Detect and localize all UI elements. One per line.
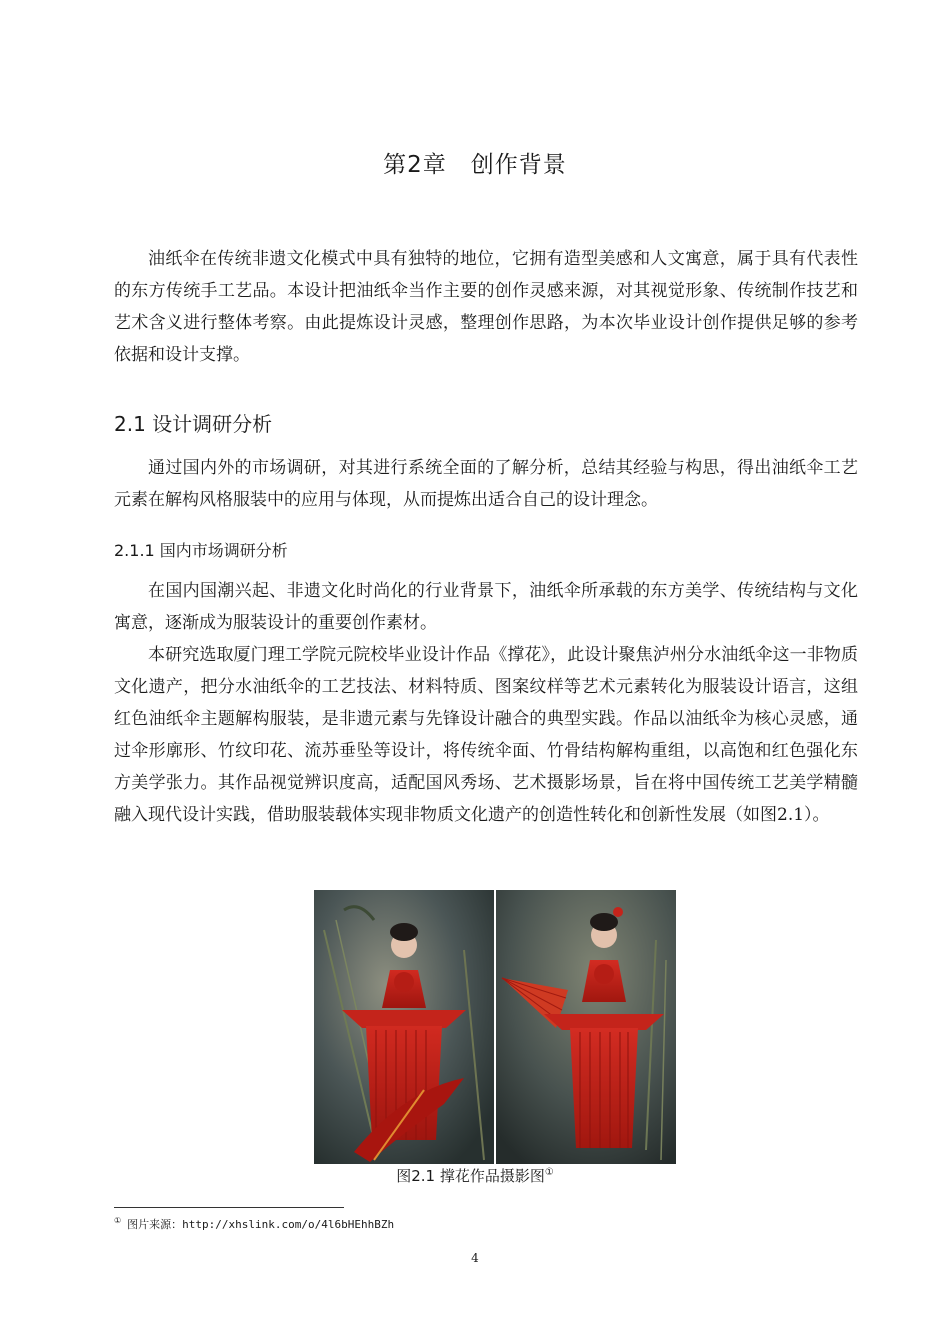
- page-number: 4: [471, 1251, 479, 1265]
- intro-paragraph: 油纸伞在传统非遗文化模式中具有独特的地位，它拥有造型美感和人文寓意，属于具有代表性的东方传统手工艺品。本设计把油纸伞当作主要的创作灵感来源，对其视觉形象、传统制作技艺和艺术含义进行整体考察。由此提炼设计灵感，整理创作思路，为本次毕业设计创作提供足够的参考依据和设计支撑。: [114, 249, 858, 365]
- chapter-title: 第2章 创作背景: [383, 152, 567, 178]
- section-2-1-1-para1: 在国内国潮兴起、非遗文化时尚化的行业背景下，油纸伞所承载的东方美学、传统结构与文化寓意，逐渐成为服装设计的重要创作素材。: [114, 581, 858, 633]
- footnote-text: 图片来源：http://xhslink.com/o/4l6bHEhhBZh: [127, 1218, 395, 1231]
- section-2-1-1-heading: 2.1.1 国内市场调研分析: [114, 541, 288, 560]
- photo-right: [496, 890, 676, 1164]
- footnote: [114, 1216, 394, 1232]
- figure-2-1: [314, 890, 676, 1164]
- footnote-mark: ①: [114, 1216, 122, 1226]
- section-2-1-body: 通过国内外的市场调研，对其进行系统全面的了解分析，总结其经验与构思，得出油纸伞工艺元素在解构风格服装中的应用与体现，从而提炼出适合自己的设计理念。: [114, 458, 858, 510]
- section-2-1-heading: 2.1 设计调研分析: [114, 412, 273, 436]
- footnote-divider: [114, 1207, 344, 1208]
- figure-caption-text: 图2.1 撑花作品摄影图: [396, 1167, 545, 1185]
- photo-left: [314, 890, 494, 1164]
- figure-caption-footnote-mark: ①: [544, 1167, 554, 1178]
- section-2-1-1-para2: 本研究选取厦门理工学院元院校毕业设计作品《撑花》，此设计聚焦泸州分水油纸伞这一非物质文化遗产，把分水油纸伞的工艺技法、材料特质、图案纹样等艺术元素转化为服装设计语言，这组红色油纸伞主题解构服装，是非遗元素与先锋设计融合的典型实践。作品以油纸伞为核心灵感，通过伞形廓形、竹纹印花、流苏垂坠等设计，将传统伞面、竹骨结构解构重组，以高饱和红色强化东方美学张力。其作品视觉辨识度高，适配国风秀场、艺术摄影场景，旨在将中国传统工艺美学精髓融入现代设计实践，借助服装载体实现非物质文化遗产的创造性转化和创新性发展（如图2.1）。: [114, 645, 858, 825]
- figure-caption: [0, 1165, 950, 1186]
